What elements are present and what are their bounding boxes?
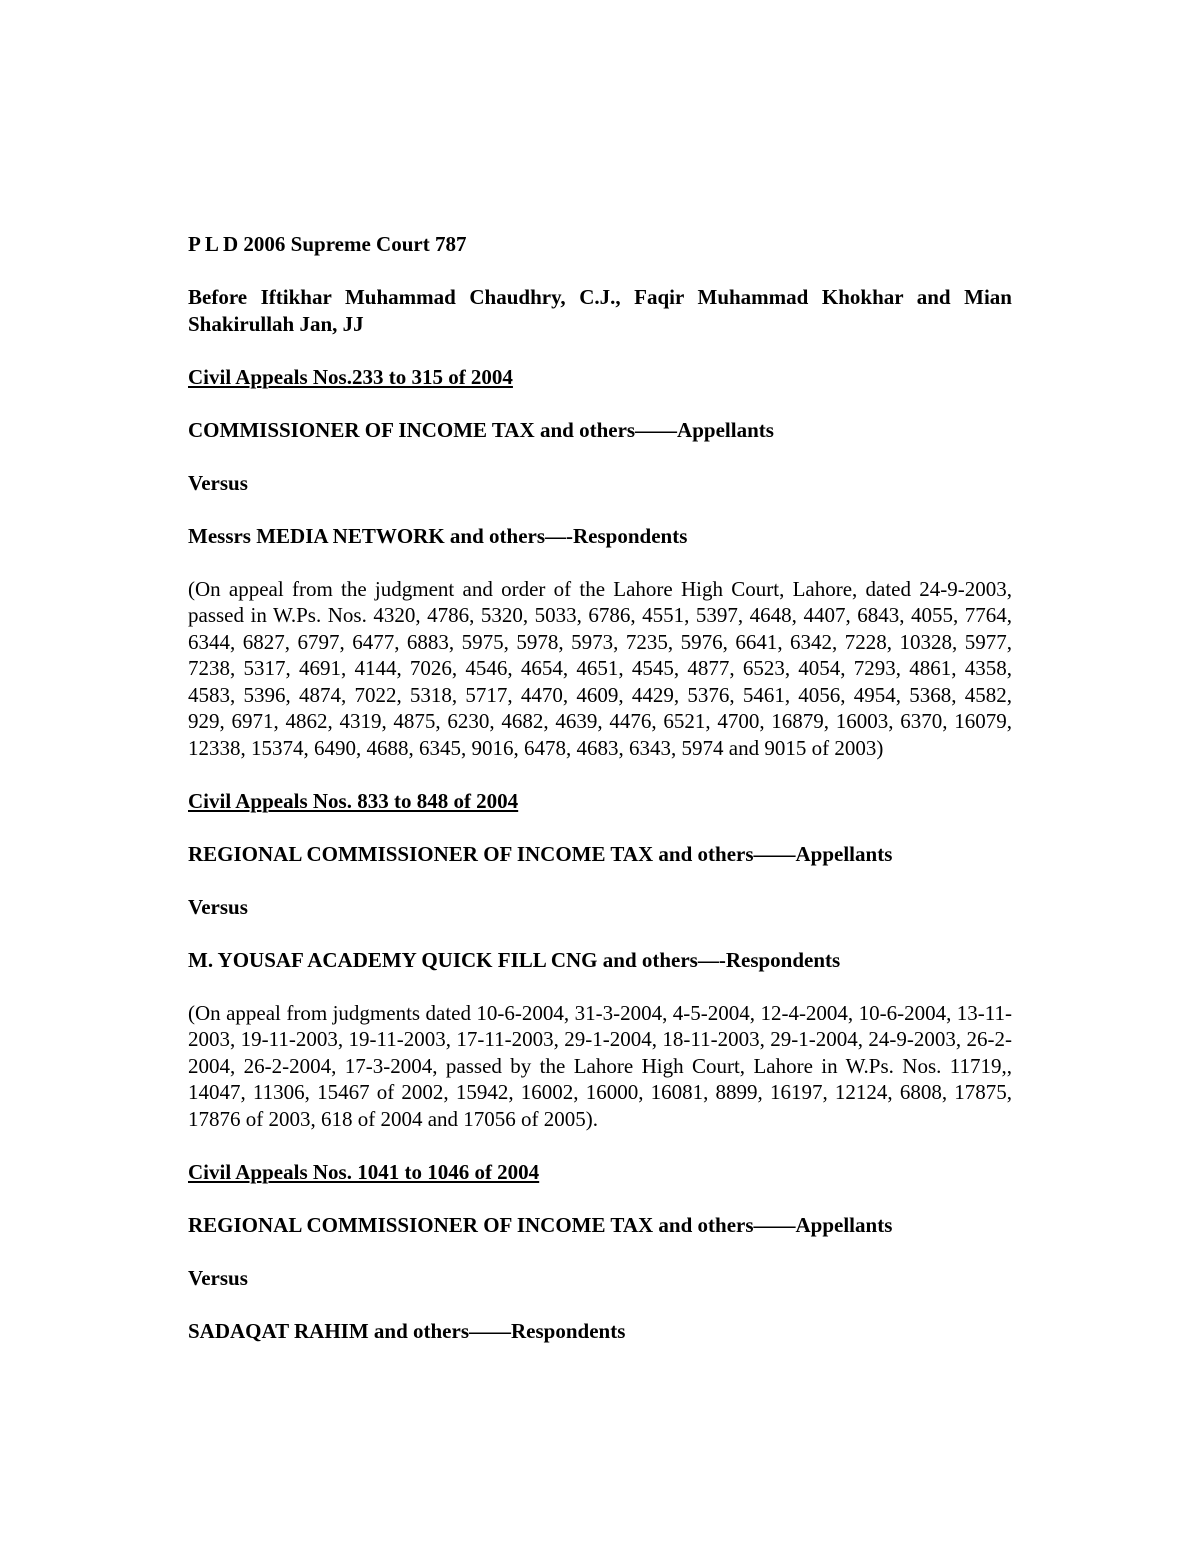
versus-line: Versus — [188, 1265, 248, 1290]
case-heading: Civil Appeals Nos.233 to 315 of 2004 — [188, 364, 513, 389]
respondents-line: SADAQAT RAHIM and others——Respondents — [188, 1318, 626, 1343]
respondents-line: Messrs MEDIA NETWORK and others—-Respondents — [188, 523, 688, 548]
appellants-line: REGIONAL COMMISSIONER OF INCOME TAX and others——Appellants — [188, 841, 893, 866]
case-heading: Civil Appeals Nos. 1041 to 1046 of 2004 — [188, 1159, 540, 1184]
case-heading: Civil Appeals Nos. 833 to 848 of 2004 — [188, 788, 519, 813]
appellants-line: COMMISSIONER OF INCOME TAX and others——Appellants — [188, 417, 774, 442]
case-citation: P L D 2006 Supreme Court 787 — [188, 232, 467, 256]
versus-line: Versus — [188, 470, 248, 495]
versus-line: Versus — [188, 894, 248, 919]
document-page — [188, 231, 1012, 1371]
appeal-note: (On appeal from judgments dated 10-6-2004, 31-3-2004, 4-5-2004, 12-4-2004, 10-6-2004, 13-11-2003, 19-11-2003, 19-11-2003, 17-11-2003, 29-1-2004, 18-11-2003, 29-1-2004, 24-9-2003, 26-2-2004, 26-2-2004, 17-3-2004, passed by the Lahore High Court, Lahore in W.Ps. Nos. 11719,, 14047, 11306, 15467 of 2002, 15942, 16002, 16000, 16081, 8899, 16197, 12124, 6808, 17875, 17876 of 2003, 618 of 2004 and 17056 of 2005). — [188, 1000, 1012, 1131]
bench-line: Before Iftikhar Muhammad Chaudhry, C.J., Faqir Muhammad Khokhar and Mian Shakirullah Jan, JJ — [188, 285, 1012, 336]
appellants-line: REGIONAL COMMISSIONER OF INCOME TAX and others——Appellants — [188, 1212, 893, 1237]
respondents-line: M. YOUSAF ACADEMY QUICK FILL CNG and others—-Respondents — [188, 947, 841, 972]
appeal-note: (On appeal from the judgment and order of the Lahore High Court, Lahore, dated 24-9-2003, passed in W.Ps. Nos. 4320, 4786, 5320, 5033, 6786, 4551, 5397, 4648, 4407, 6843, 4055, 7764, 6344, 6827, 6797, 6477, 6883, 5975, 5978, 5973, 7235, 5976, 6641, 6342, 7228, 10328, 5977, 7238, 5317, 4691, 4144, 7026, 4546, 4654, 4651, 4545, 4877, 6523, 4054, 7293, 4861, 4358, 4583, 5396, 4874, 7022, 5318, 5717, 4470, 4609, 4429, 5376, 5461, 4056, 4954, 5368, 4582, 929, 6971, 4862, 4319, 4875, 6230, 4682, 4639, 4476, 6521, 4700, 16879, 16003, 6370, 16079, 12338, 15374, 6490, 4688, 6345, 9016, 6478, 4683, 6343, 5974 and 9015 of 2003) — [188, 576, 1012, 760]
